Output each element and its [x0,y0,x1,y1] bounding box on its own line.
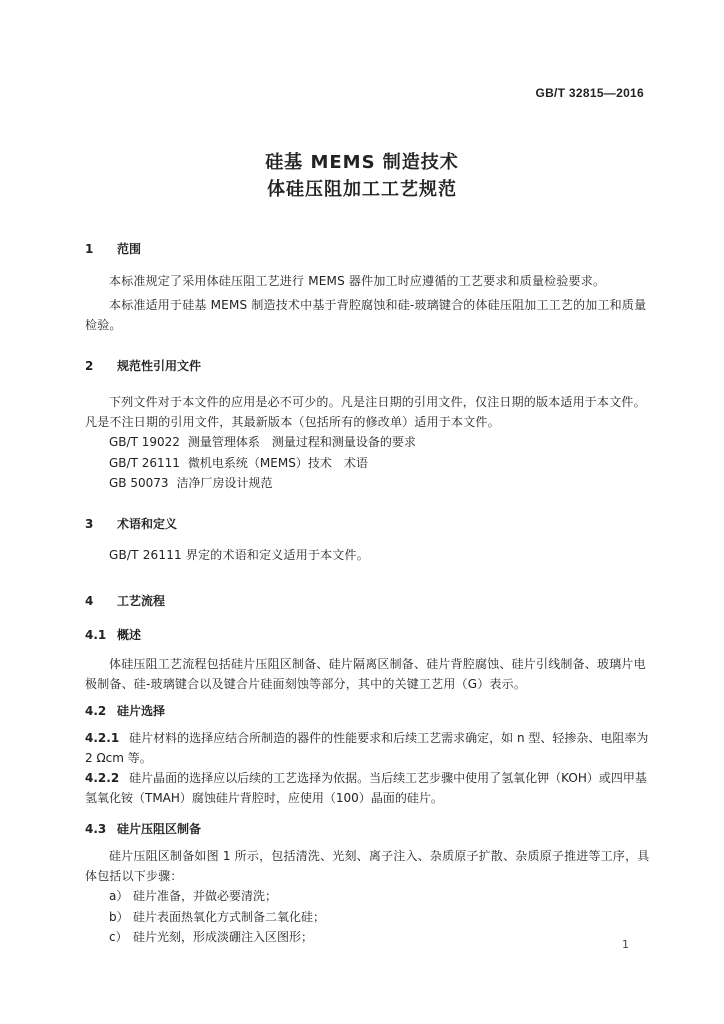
section-number: 4.1 [85,628,107,642]
list-item-label: b） [109,910,129,924]
clause-number: 4.2.1 [85,731,120,745]
list-item-text: 硅片光刻，形成淡硼注入区图形； [133,930,314,944]
clause-4-2-2 [85,768,655,808]
paragraph: 下列文件对于本文件的应用是必不可少的。凡是注日期的引用文件，仅注日期的版本适用于本文件。凡是不注日期的引用文件，其最新版本（包括所有的修改单）适用于本文件。 [85,395,646,429]
clause-4-2-1 [85,728,655,768]
section-title: 工艺流程 [117,594,166,608]
section-title: 概述 [117,628,142,642]
section-number: 4.2 [85,704,107,718]
normative-reference [109,454,368,471]
reference-code: GB/T 19022 [109,435,180,449]
document-title-line1: 硅基 MEMS 制造技术 [265,152,459,173]
reference-code: GB 50073 [109,476,169,490]
section-title: 规范性引用文件 [117,359,202,373]
list-item-label: c） [109,930,128,944]
section-heading-4 [85,592,165,609]
reference-title: 测量管理体系 测量过程和测量设备的要求 [187,435,416,449]
list-item-label: a） [109,889,129,903]
section-title: 术语和定义 [117,517,178,531]
paragraph: 硅片压阻区制备如图 1 所示，包括清洗、光刻、离子注入、杂质原子扩散、杂质原子推进等工序，具体包括以下步骤： [85,849,650,883]
list-item-text: 硅片准备，并做必要清洗； [133,889,278,903]
reference-title: 洁净厂房设计规范 [176,476,273,490]
clause-text: 硅片晶面的选择应以后续的工艺选择为依据。当后续工艺步骤中使用了氢氧化钾（KOH）或四甲基氢氧化铵（TMAH）腐蚀硅片背腔时，应使用（100）晶面的硅片。 [85,771,647,805]
paragraph: 本标准规定了采用体硅压阻工艺进行 MEMS 器件加工时应遵循的工艺要求和质量检验要求。 [109,274,606,288]
list-item [109,887,277,904]
document-title-line2: 体硅压阻加工工艺规范 [267,179,457,200]
section-number: 2 [85,359,94,373]
subsection-heading-4-3 [85,820,201,837]
clause-text: 硅片材料的选择应结合所制造的器件的性能要求和后续工艺需求确定，如 n 型、轻掺杂、电阻率为 2 Ωcm 等。 [85,731,649,765]
paragraph: 本标准适用于硅基 MEMS 制造技术中基于背腔腐蚀和硅-玻璃键合的体硅压阻加工工艺的加工和质量检验。 [85,298,647,332]
list-item [109,908,325,925]
paragraph: GB/T 26111 界定的术语和定义适用于本文件。 [109,548,369,562]
page-number: 1 [622,938,629,951]
subsection-heading-4-2 [85,702,165,719]
list-item-text: 硅片表面热氧化方式制备二氧化硅； [133,910,326,924]
section-heading-1 [85,240,141,257]
reference-code: GB/T 26111 [109,456,180,470]
subsection-heading-4-1 [85,626,141,643]
section-number: 3 [85,517,94,531]
section-title: 范围 [117,242,142,256]
section-title: 硅片选择 [117,704,166,718]
section-number: 4 [85,594,94,608]
normative-reference [109,433,416,450]
normative-reference [109,474,273,491]
standard-code: GB/T 32815—2016 [535,86,644,100]
section-heading-2 [85,357,201,374]
paragraph: 体硅压阻工艺流程包括硅片压阻区制备、硅片隔离区制备、硅片背腔腐蚀、硅片引线制备、玻璃片电极制备、硅-玻璃键合以及键合片硅面刻蚀等部分，其中的关键工艺用（G）表示。 [85,657,646,691]
section-number: 1 [85,242,94,256]
section-title: 硅片压阻区制备 [117,822,202,836]
section-number: 4.3 [85,822,107,836]
reference-title: 微机电系统（MEMS）技术 术语 [187,456,368,470]
list-item [109,928,313,945]
clause-number: 4.2.2 [85,771,120,785]
section-heading-3 [85,515,177,532]
